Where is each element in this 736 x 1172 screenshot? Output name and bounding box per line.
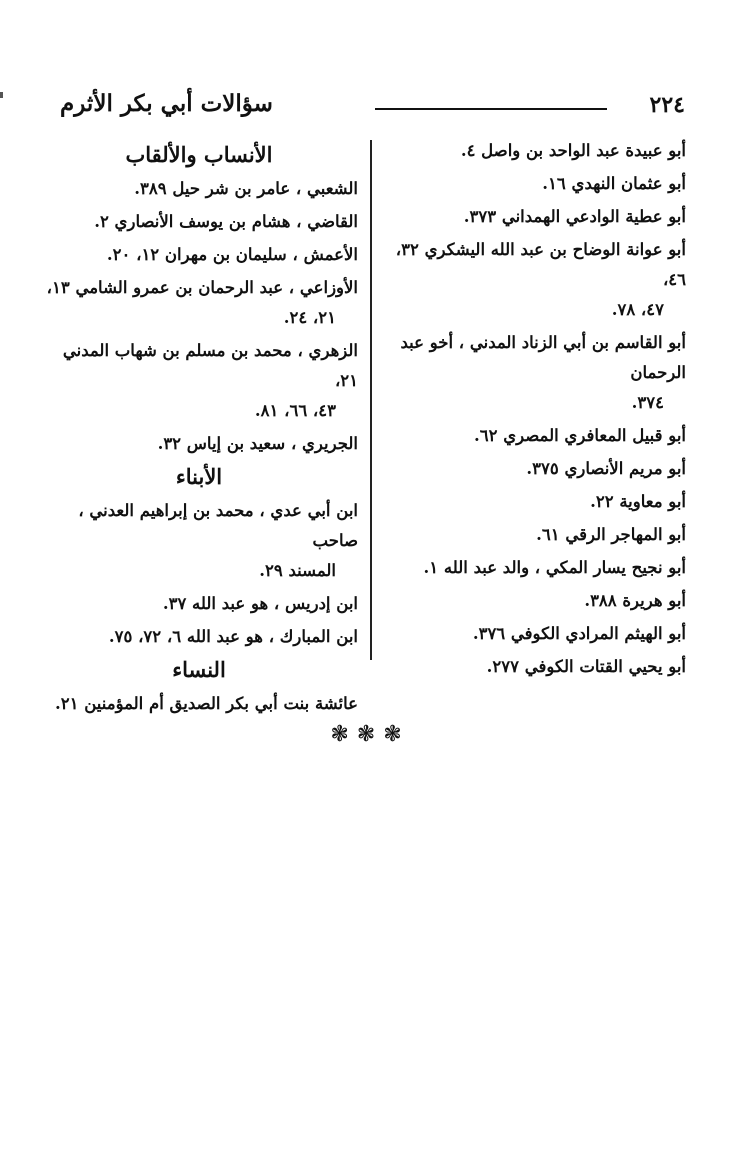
index-entry-text: أبو عطية الوادعي الهمداني ٣٧٣. [463, 207, 686, 226]
index-entry [386, 202, 686, 232]
page-header [60, 90, 685, 124]
index-entry [40, 336, 358, 426]
index-entry [386, 235, 686, 325]
index-entry [386, 421, 686, 451]
index-entry [386, 136, 686, 166]
index-entry-text: أبو عثمان النهدي ١٦. [542, 174, 686, 193]
index-entry-text: عائشة بنت أبي بكر الصديق أم المؤمنين ٢١. [54, 694, 358, 713]
index-entry-text: الزهري ، محمد بن مسلم بن شهاب المدني ٢١، [62, 341, 358, 390]
index-entry-text: أبو مريم الأنصاري ٣٧٥. [526, 459, 686, 478]
right-column [386, 136, 686, 685]
index-entry-text: ابن المبارك ، هو عبد الله ٦، ٧٢، ٧٥. [108, 627, 358, 646]
index-entry-text: القاضي ، هشام بن يوسف الأنصاري ٢. [94, 212, 358, 231]
index-entry-text: أبو الهيثم المرادي الكوفي ٣٧٦. [472, 624, 686, 643]
index-entry [40, 273, 358, 333]
index-entry-text: أبو يحيي القتات الكوفي ٢٧٧. [486, 657, 686, 676]
index-entry-text: أبو عوانة الوضاح بن عبد الله اليشكري ٣٢، ٤٦، [395, 240, 686, 289]
index-entry [40, 689, 358, 719]
page-number: ٢٢٤ [649, 92, 685, 118]
index-entry-continuation: ٢١، ٢٤. [283, 308, 336, 327]
index-entry-text: الأعمش ، سليمان بن مهران ١٢، ٢٠. [106, 245, 358, 264]
index-entry-continuation: ٤٣، ٦٦، ٨١. [254, 401, 336, 420]
index-entry [386, 586, 686, 616]
index-entry-text: ابن إدريس ، هو عبد الله ٣٧. [162, 594, 358, 613]
index-entry [386, 553, 686, 583]
index-entry [40, 240, 358, 270]
section-title: النساء [172, 657, 226, 682]
index-entry [386, 652, 686, 682]
end-ornament: ❃❃❃ [330, 722, 410, 747]
scan-mark [0, 92, 3, 98]
column-divider [370, 140, 372, 660]
section-title: الأنساب والألقاب [125, 142, 273, 167]
index-entry [40, 429, 358, 459]
index-entry-continuation: ٤٧، ٧٨. [611, 300, 664, 319]
index-entry [386, 454, 686, 484]
index-entry [40, 622, 358, 652]
book-title: سؤالات أبي بكر الأثرم [60, 90, 273, 117]
index-entry-text: الجريري ، سعيد بن إياس ٣٢. [157, 434, 358, 453]
index-entry-text: الأوزاعي ، عبد الرحمان بن عمرو الشامي ١٣، [46, 278, 358, 297]
index-entry-text: أبو المهاجر الرقي ٦١. [536, 525, 686, 544]
header-rule [375, 108, 607, 110]
index-entry-continuation: ٣٧٤. [631, 393, 664, 412]
index-entry-text: أبو عبيدة عبد الواحد بن واصل ٤. [460, 141, 686, 160]
index-entry [386, 520, 686, 550]
left-column [40, 138, 358, 722]
index-entry [386, 169, 686, 199]
index-entry [40, 589, 358, 619]
index-entry [40, 496, 358, 586]
index-entry [386, 619, 686, 649]
index-entry [386, 487, 686, 517]
index-entry [386, 328, 686, 418]
index-entry [40, 174, 358, 204]
index-entry-text: أبو القاسم بن أبي الزناد المدني ، أخو عبد الرحمان [400, 333, 686, 382]
index-entry-text: أبو هريرة ٣٨٨. [584, 591, 686, 610]
index-entry-text: ابن أبي عدي ، محمد بن إبراهيم العدني ، صاحب [78, 501, 358, 550]
index-entry [40, 207, 358, 237]
index-entry-continuation: المسند ٢٩. [259, 561, 336, 580]
index-entry-text: أبو معاوية ٢٢. [590, 492, 686, 511]
index-entry-text: أبو قبيل المعافري المصري ٦٢. [473, 426, 686, 445]
index-entry-text: الشعبي ، عامر بن شر حيل ٣٨٩. [134, 179, 358, 198]
section-title: الأبناء [175, 464, 223, 489]
index-entry-text: أبو نجيح يسار المكي ، والد عبد الله ١. [423, 558, 686, 577]
